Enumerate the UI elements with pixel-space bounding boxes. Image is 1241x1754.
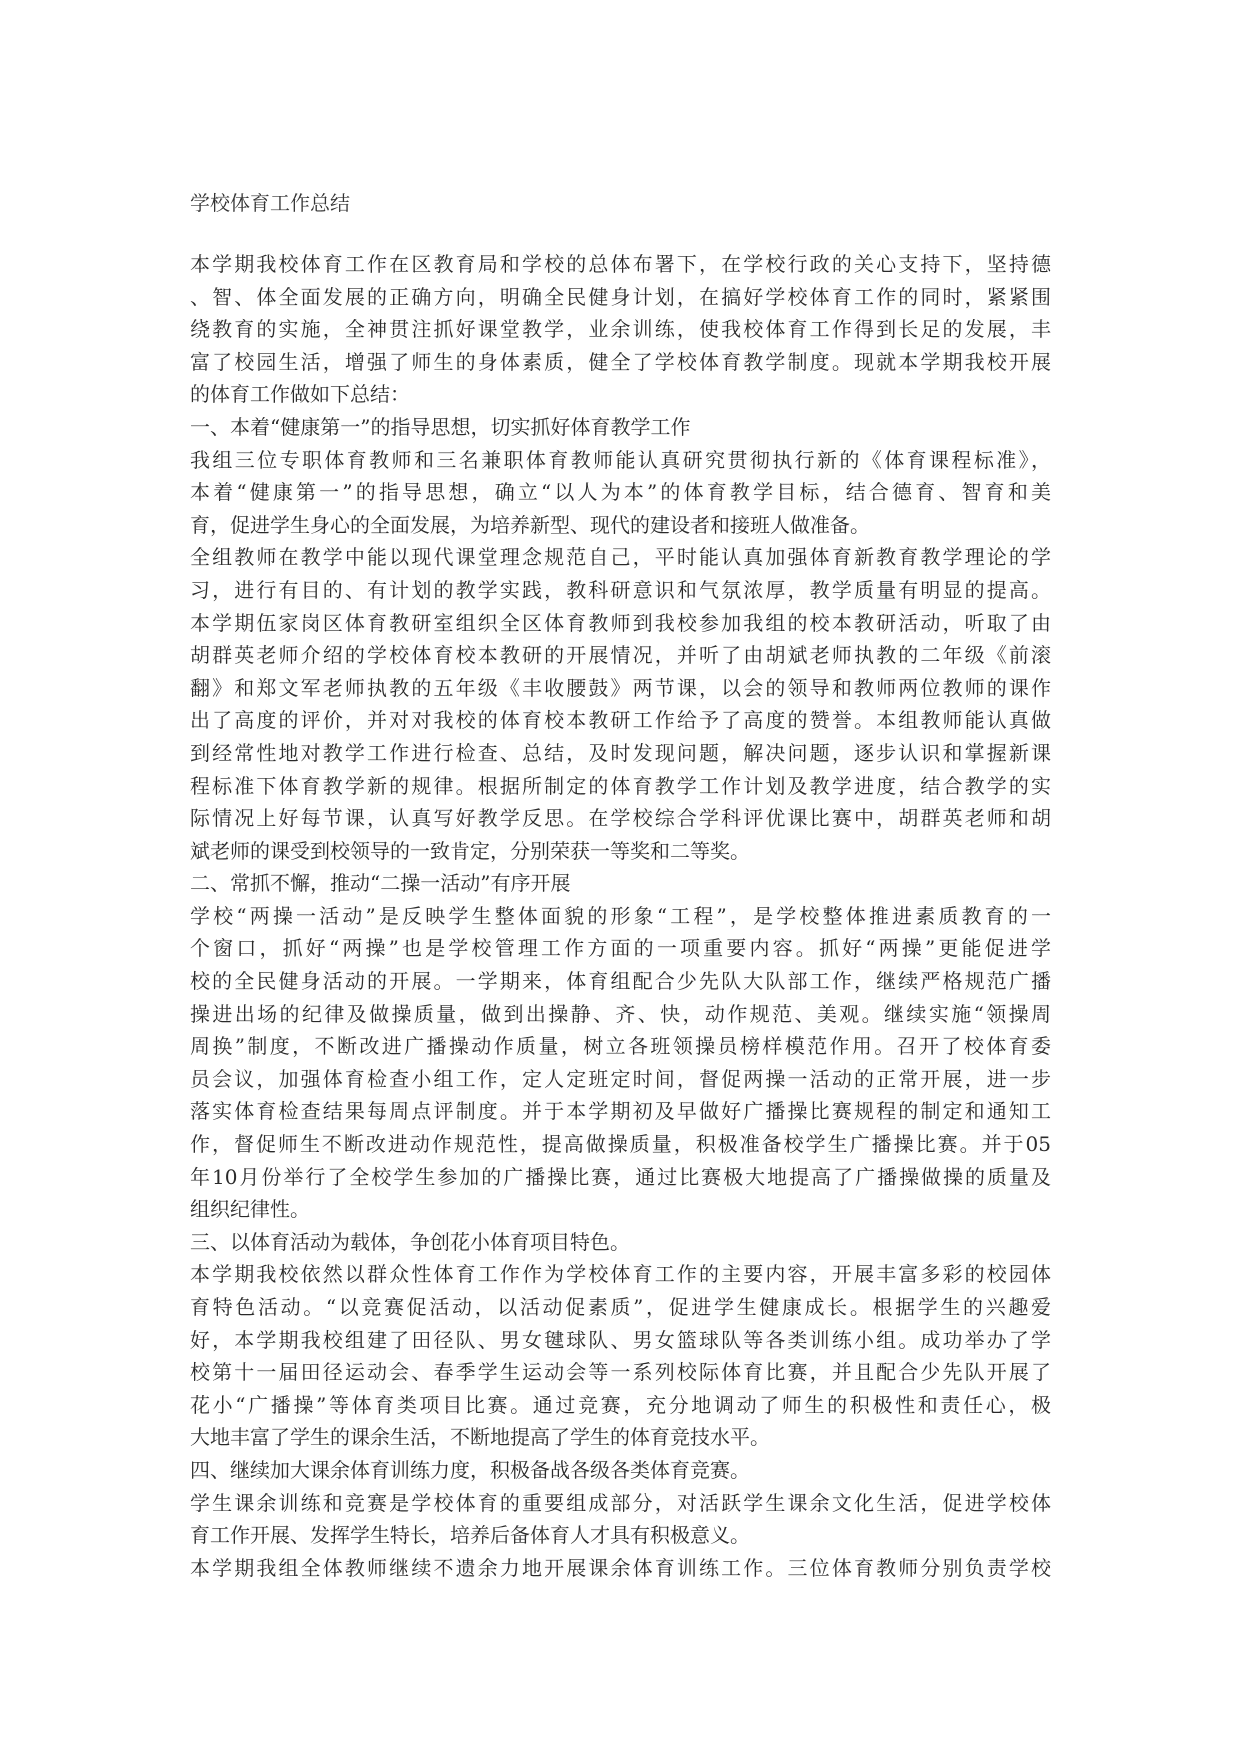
body-line: 四、继续加大课余体育训练力度，积极备战各级各类体育竞赛。 (190, 1457, 750, 1482)
body-line: 出了高度的评价，并对对我校的体育校本教研工作给予了高度的赞誉。本组教师能认真做 (190, 708, 1051, 733)
body-line: 到经常性地对教学工作进行检查、总结，及时发现问题，解决问题，逐步认识和掌握新课 (190, 740, 1051, 765)
body-line: 作，督促师生不断改进动作规范性，提高做操质量，积极准备校学生广播操比赛。并于05 (190, 1132, 1051, 1157)
body-line: 本学期我校体育工作在区教育局和学校的总体布署下，在学校行政的关心支持下，坚持德 (190, 252, 1051, 276)
body-line: 育工作开展、发挥学生特长，培养后备体育人才具有积极意义。 (190, 1523, 750, 1548)
body-line: 际情况上好每节课，认真写好教学反思。在学校综合学科评优课比赛中，胡群英老师和胡 (190, 806, 1051, 831)
body-line: 二、常抓不懈，推动“二操一活动”有序开展 (190, 871, 571, 896)
body-line: 胡群英老师介绍的学校体育校本教研的开展情况，并听了由胡斌老师执教的二年级《前滚 (190, 643, 1051, 668)
body-line: 学生课余训练和竞赛是学校体育的重要组成部分，对活跃学生课余文化生活，促进学校体 (190, 1490, 1051, 1515)
body-line: 我组三位专职体育教师和三名兼职体育教师能认真研究贯彻执行新的《体育课程标准》， (190, 447, 1051, 472)
body-line: 好，本学期我校组建了田径队、男女毽球队、男女篮球队等各类训练小组。成功举办了学 (190, 1327, 1051, 1352)
body-line: 富了校园生活，增强了师生的身体素质，健全了学校体育教学制度。现就本学期我校开展 (190, 349, 1051, 374)
document-body (190, 248, 1051, 1584)
body-line: 校第十一届田径运动会、春季学生运动会等一系列校际体育比赛，并且配合少先队开展了 (190, 1360, 1051, 1385)
body-line: 校的全民健身活动的开展。一学期来，体育组配合少先队大队部工作，继续严格规范广播 (190, 969, 1051, 994)
body-line: 全组教师在教学中能以现代课堂理念规范自己，平时能认真加强体育新教育教学理论的学 (190, 545, 1051, 570)
body-line: 操进出场的纪律及做操质量，做到出操静、齐、快，动作规范、美观。继续实施“领操周 (190, 1001, 1051, 1026)
body-line: 本着“健康第一”的指导思想，确立“以人为本”的体育教学目标，结合德育、智育和美 (190, 480, 1051, 505)
body-line: 的体育工作做如下总结： (190, 382, 410, 407)
body-line: 本学期我校依然以群众性体育工作作为学校体育工作的主要内容，开展丰富多彩的校园体 (190, 1262, 1051, 1287)
body-line: 育，促进学生身心的全面发展，为培养新型、现代的建设者和接班人做准备。 (190, 512, 870, 537)
body-line: 个窗口，抓好“两操”也是学校管理工作方面的一项重要内容。抓好“两操”更能促进学 (190, 936, 1051, 961)
body-line: 程标准下体育教学新的规律。根据所制定的体育教学工作计划及教学进度，结合教学的实 (190, 773, 1051, 798)
body-line: 三、以体育活动为载体，争创花小体育项目特色。 (190, 1229, 630, 1254)
body-line: 学校“两操一活动”是反映学生整体面貌的形象“工程”，是学校整体推进素质教育的一 (190, 903, 1051, 928)
body-line: 组织纪律性。 (190, 1197, 310, 1222)
body-line: 、智、体全面发展的正确方向，明确全民健身计划，在搞好学校体育工作的同时，紧紧围 (190, 284, 1051, 309)
body-line: 翻》和郑文军老师执教的五年级《丰收腰鼓》两节课，以会的领导和教师两位教师的课作 (190, 675, 1051, 700)
body-line: 一、本着“健康第一”的指导思想，切实抓好体育教学工作 (190, 414, 691, 439)
body-line: 花小“广播操”等体育类项目比赛。通过竞赛，充分地调动了师生的积极性和责任心，极 (190, 1392, 1051, 1417)
document-title: 学校体育工作总结 (190, 191, 350, 215)
body-line: 斌老师的课受到校领导的一致肯定，分别荣获一等奖和二等奖。 (190, 838, 750, 863)
body-line: 习，进行有目的、有计划的教学实践，教科研意识和气氛浓厚，教学质量有明显的提高。 (190, 577, 1051, 602)
body-line: 绕教育的实施，全神贯注抓好课堂教学，业余训练，使我校体育工作得到长足的发展，丰 (190, 317, 1051, 342)
body-line: 本学期伍家岗区体育教研室组织全区体育教师到我校参加我组的校本教研活动，听取了由 (190, 610, 1051, 635)
body-line: 年10月份举行了全校学生参加的广播操比赛，通过比赛极大地提高了广播操做操的质量及 (190, 1164, 1051, 1189)
body-line: 周换”制度，不断改进广播操动作质量，树立各班领操员榜样模范作用。召开了校体育委 (190, 1034, 1051, 1059)
body-line: 落实体育检查结果每周点评制度。并于本学期初及早做好广播操比赛规程的制定和通知工 (190, 1099, 1051, 1124)
body-line: 员会议，加强体育检查小组工作，定人定班定时间，督促两操一活动的正常开展，进一步 (190, 1066, 1051, 1091)
body-line: 育特色活动。“以竞赛促活动，以活动促素质”，促进学生健康成长。根据学生的兴趣爱 (190, 1295, 1051, 1319)
body-line: 本学期我组全体教师继续不遗余力地开展课余体育训练工作。三位体育教师分别负责学校 (190, 1555, 1051, 1580)
body-line: 大地丰富了学生的课余生活，不断地提高了学生的体育竞技水平。 (190, 1425, 770, 1450)
